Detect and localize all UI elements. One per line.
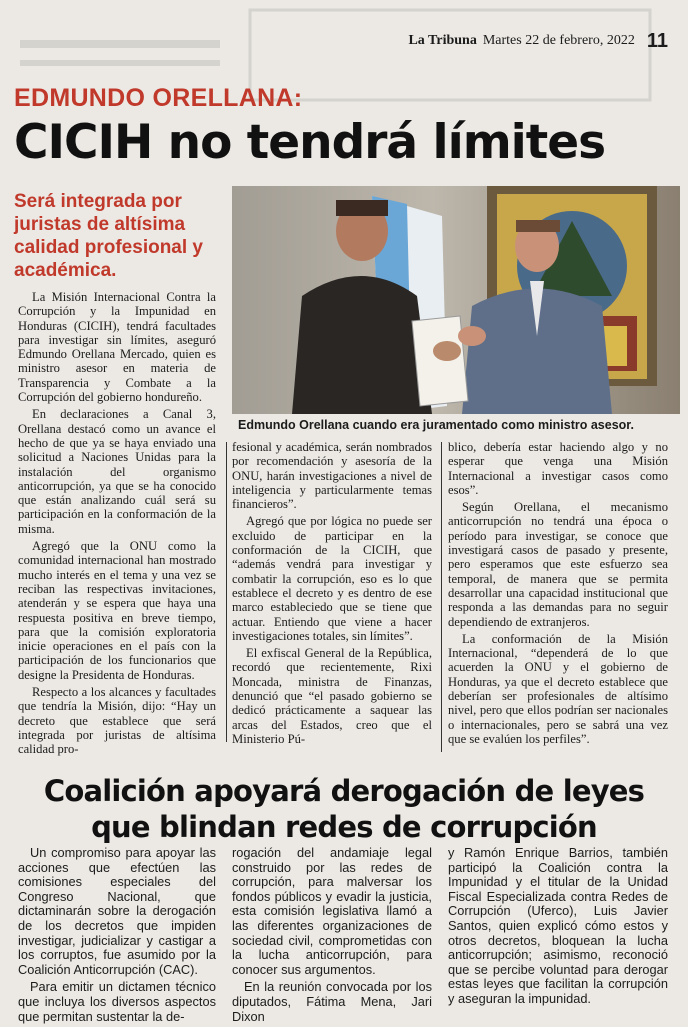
page-number: 11 bbox=[646, 29, 668, 52]
paragraph: Un compromiso para apoyar las acciones que efectúen las comisiones especiales del Congreso Nacional, que dictaminarán sobre la derogación de los decretos que impiden investigar, judicializar y castigar a los corruptos, fue asumido por la Coalición Anticorrupción (CAC). bbox=[18, 845, 216, 977]
paragraph: Según Orellana, el mecanismo anticorrupción no tendrá una época o período para investigar, se conoce que investigará casos de pasado y presente, pero esperamos que este esfuerzo sea temporal, de manera que se permita desarrollar una capacidad institucional que responda a las demandas para no seguir dependiendo de extranjeros. bbox=[448, 500, 668, 629]
second-article-column-1 bbox=[18, 846, 216, 1027]
paragraph: En declaraciones a Canal 3, Orellana destacó como un avance el hecho de que ya se haya enviado una solicitud a Naciones Unidas para la instalación del organismo anticorrupción, ya que se ha conocido que están analizando cuál será su participación en la conformación de la misma. bbox=[18, 407, 216, 536]
headline-line-2: que blindan redes de corrupción bbox=[91, 810, 597, 844]
issue-date: Martes 22 de febrero, 2022 bbox=[482, 33, 635, 48]
paragraph: Agregó que por lógica no puede ser excluido de participar en la conformación de la CICIH, que “además vendrá para investigar y combatir la corrupción, eso es lo que establece el decreto y es dentro de ese marco estableciedo que se tiene que actuar. Entiendo que viene a hacer investigaciones totales, sin límites”. bbox=[232, 514, 432, 643]
paragraph: La Misión Internacional Contra la Corrupción y la Impunidad en Honduras (CICIH), tendrá facultades para investigar sin límites, aseguró Edmundo Orellana Mercado, quien es ministro asesor en materia de Transparencia y Combate a la Corrupción del gobierno hondureño. bbox=[18, 290, 216, 405]
column-divider bbox=[226, 442, 227, 742]
article-column-1 bbox=[18, 290, 216, 760]
paragraph: En la reunión convocada por los diputados, Fátima Mena, Jari Dixon bbox=[232, 979, 432, 1024]
paragraph: El exfiscal General de la República, recordó que recientemente, Rixi Moncada, ministra de Finanzas, denunció que “el pasado gobierno se dedicó prácticamente a saquear las arcas del Estados, creo que el Ministerio Pú- bbox=[232, 646, 432, 746]
article-subhead: Será integrada por juristas de altísima calidad profesional y académica. bbox=[14, 191, 203, 281]
paragraph: Para emitir un dictamen técnico que incluya los diversos aspectos que permitan sustentar la de- bbox=[18, 979, 216, 1024]
paragraph: fesional y académica, serán nombrados por recomendación y asesoría de la ONU, harán investigaciones a nivel de inteligencia y particularmente temas financieros”. bbox=[232, 440, 432, 512]
article-headline: CICIH no tendrá límites bbox=[14, 115, 606, 170]
second-article-headline bbox=[0, 773, 688, 845]
headline-line-1: Coalición apoyará derogación de leyes bbox=[43, 774, 645, 808]
second-article-column-3 bbox=[448, 846, 668, 1010]
paragraph: Agregó que la ONU como la comunidad internacional han mostrado mucho interés en el tema y una vez se reciban las respectivas invitaciones, atenderán y se espera que haya una respuesta positiva en breve tiempo, para que la comisión exploratoria inicie operaciones en el país con la participación de los funcionarios que designe la Presidenta de Honduras. bbox=[18, 539, 216, 682]
newspaper-name: La Tribuna bbox=[408, 33, 477, 48]
article-photo bbox=[232, 186, 680, 414]
paragraph: La conformación de la Misión Internacional, “dependerá de lo que acuerden la ONU y el gobierno de Honduras, ya que el decreto establece que deberían ser profesionales de altísimo nivel, pero que ellos podrían ser nacionales o internacionales, pero se sabrá una vez que se evalúen los perfiles”. bbox=[448, 631, 668, 746]
paragraph: Respecto a los alcances y facultades que tendría la Misión, dijo: “Hay un decreto que establece que será integrada por juristas de altísima calidad pro- bbox=[18, 685, 216, 757]
article-kicker: EDMUNDO ORELLANA: bbox=[14, 84, 303, 112]
photo-caption: Edmundo Orellana cuando era juramentado como ministro asesor. bbox=[238, 418, 634, 432]
page-header bbox=[408, 28, 668, 54]
paragraph: y Ramón Enrique Barrios, también participó la Coalición contra la Impunidad y el titular de la Unidad Fiscal Especializada contra Redes de Corrupción (Uferco), Luis Javier Santos, quien explicó cómo estos y otros decretos, bloquean la lucha anticorrupción; asimismo, reconoció que se percibe voluntad para derogar estas leyes que facilitan la corrupción y aseguran la impunidad. bbox=[448, 845, 668, 1006]
second-article-column-2 bbox=[232, 846, 432, 1027]
paragraph: rogación del andamiaje legal construido por las redes de corrupción, para malversar los fondos públicos y evadir la justicia, esta comisión legislativa llamó a las diferentes organizaciones de sociedad civil, comprometidas con la lucha anticorrupción, para conocer sus argumentos. bbox=[232, 845, 432, 977]
article-column-3 bbox=[448, 440, 668, 749]
column-divider bbox=[441, 442, 442, 752]
article-column-2 bbox=[232, 440, 432, 749]
paragraph: blico, debería estar haciendo algo y no esperar que venga una Misión Internacional a investigar casos como esos”. bbox=[448, 440, 668, 497]
